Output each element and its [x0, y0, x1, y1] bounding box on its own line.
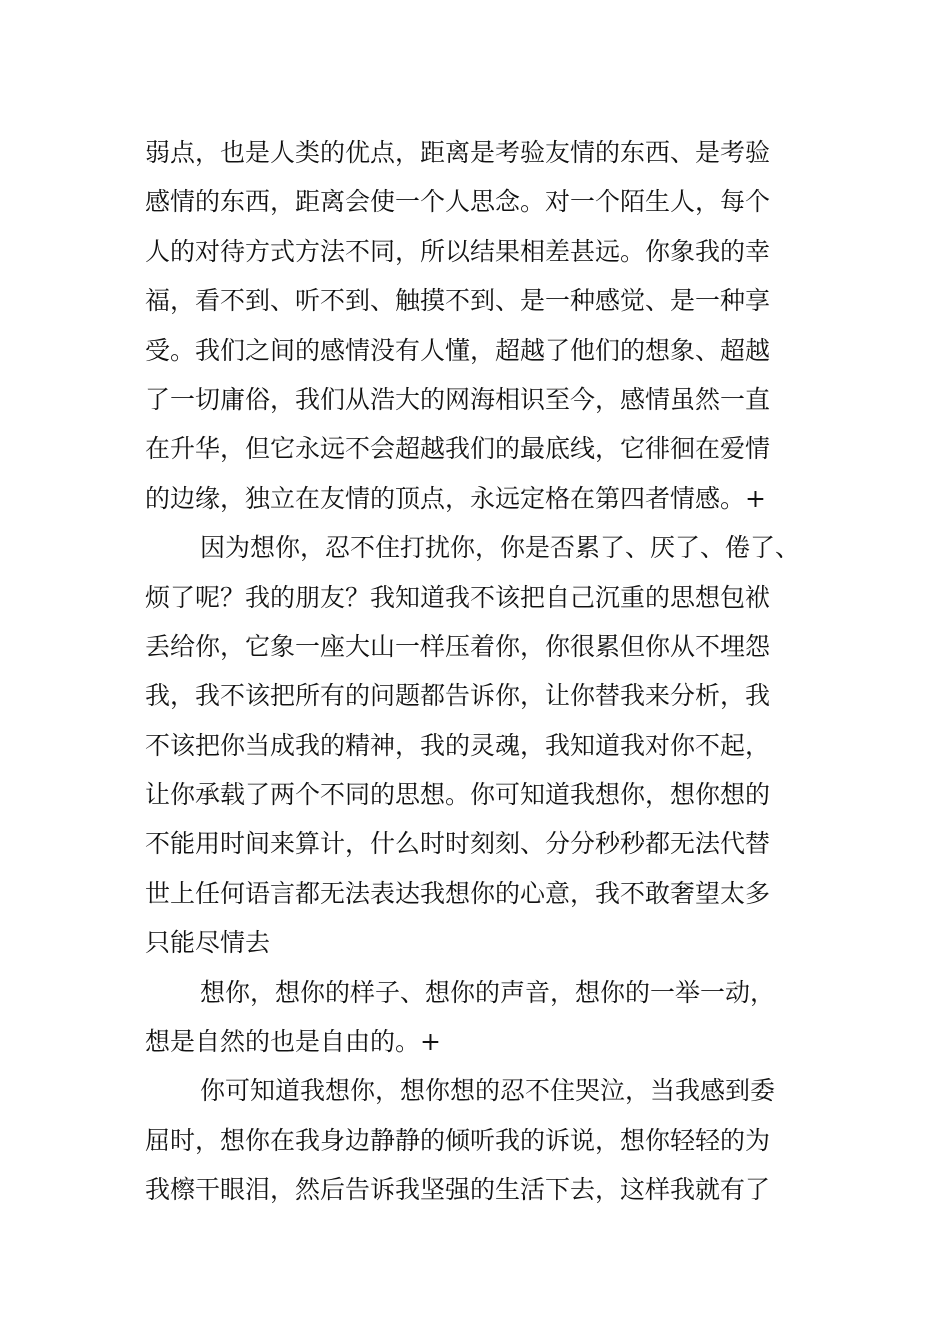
text-line: 人的对待方式方法不同，所以结果相差甚远。你象我的幸 — [145, 236, 771, 266]
text-line: 烦了呢？我的朋友？我知道我不该把自己沉重的思想包袱 — [145, 582, 771, 612]
text-line: 感情的东西，距离会使一个人思念。对一个陌生人，每个 — [145, 187, 771, 217]
text-line: 福，看不到、听不到、触摸不到、是一种感觉、是一种享 — [145, 286, 771, 316]
text-line: 世上任何语言都无法表达我想你的心意，我不敢奢望太多 — [145, 878, 771, 908]
text-line: 想你，想你的样子、想你的声音，想你的一举一动， — [200, 977, 776, 1007]
text-line: 在升华，但它永远不会超越我们的最底线，它徘徊在爱情 — [145, 434, 771, 464]
text-line: 受。我们之间的感情没有人懂，超越了他们的想象、超越 — [145, 335, 771, 365]
text-line: 的边缘，独立在友情的顶点，永远定格在第四者情感。+ — [145, 483, 766, 513]
body-text — [145, 128, 825, 1215]
text-line: 让你承载了两个不同的思想。你可知道我想你，想你想的 — [145, 780, 771, 810]
text-line: 了一切庸俗，我们从浩大的网海相识至今，感情虽然一直 — [145, 384, 771, 414]
text-line: 丢给你，它象一座大山一样压着你，你很累但你从不埋怨 — [145, 631, 771, 661]
text-line: 因为想你，忍不住打扰你，你是否累了、厌了、倦了、 — [200, 533, 801, 563]
text-line: 你可知道我想你，想你想的忍不住哭泣，当我感到委 — [200, 1076, 776, 1106]
text-line: 不该把你当成我的精神，我的灵魂，我知道我对你不起， — [145, 730, 771, 760]
text-line: 弱点，也是人类的优点，距离是考验友情的东西、是考验 — [145, 138, 771, 167]
text-line: 不能用时间来算计，什么时时刻刻、分分秒秒都无法代替 — [145, 829, 771, 859]
text-line: 想是自然的也是自由的。+ — [145, 1027, 441, 1057]
text-line: 我，我不该把所有的问题都告诉你，让你替我来分析，我 — [145, 681, 771, 711]
text-line: 只能尽情去 — [145, 928, 271, 958]
text-line: 我檫干眼泪，然后告诉我坚强的生活下去，这样我就有了 — [145, 1175, 771, 1205]
text-line: 屈时，想你在我身边静静的倾听我的诉说，想你轻轻的为 — [145, 1125, 771, 1155]
